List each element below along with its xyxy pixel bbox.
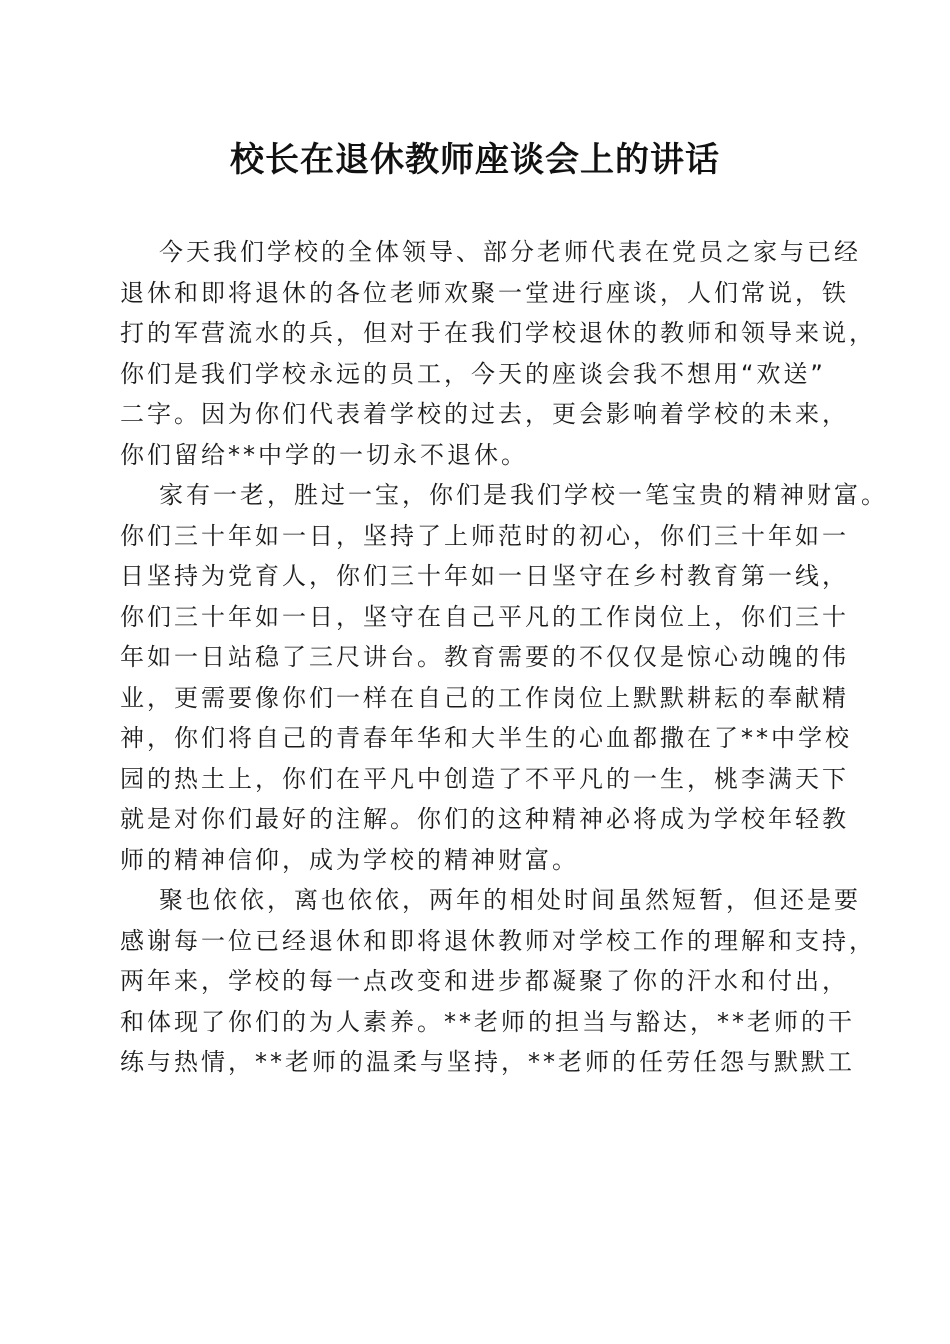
text-line: 你们是我们学校永远的员工，今天的座谈会我不想用“欢送”: [120, 359, 826, 388]
text-line: 聚也依依，离也依依，两年的相处时间虽然短暂，但还是要: [159, 886, 861, 914]
text-line: 你们留给**中学的一切永不退休。: [120, 440, 528, 469]
text-line: 两年来，学校的每一点改变和进步都凝聚了你的汗水和付出，: [120, 967, 849, 995]
text-line: 神，你们将自己的青春年华和大半生的心血都撒在了**中学校: [120, 724, 852, 752]
text-line: 就是对你们最好的注解。你们的这种精神必将成为学校年轻教: [120, 805, 849, 833]
text-line: 打的军营流水的兵，但对于在我们学校退休的教师和领导来说，: [120, 319, 876, 347]
text-line: 二字。因为你们代表着学校的过去，更会影响着学校的未来，: [120, 400, 849, 428]
text-line: 感谢每一位已经退休和即将退休教师对学校工作的理解和支持，: [120, 926, 876, 955]
text-line: 家有一老，胜过一宝，你们是我们学校一笔宝贵的精神财富。: [159, 481, 888, 509]
text-line: 退休和即将退休的各位老师欢聚一堂进行座谈，人们常说，铁: [120, 278, 849, 307]
document-title: 校长在退休教师座谈会上的讲话: [230, 140, 720, 180]
text-line: 你们三十年如一日，坚持了上师范时的初心，你们三十年如一: [120, 521, 849, 550]
text-line: 年如一日站稳了三尺讲台。教育需要的不仅仅是惊心动魄的伟: [120, 643, 849, 671]
text-line: 和体现了你们的为人素养。**老师的担当与豁达，**老师的干: [120, 1007, 855, 1036]
text-line: 师的精神信仰，成为学校的精神财富。: [120, 845, 579, 874]
document-body: [120, 232, 888, 1083]
text-line: 练与热情，**老师的温柔与坚持，**老师的任劳任怨与默默工: [120, 1048, 855, 1076]
text-line: 业，更需要像你们一样在自己的工作岗位上默默耕耘的奉献精: [120, 683, 849, 712]
text-line: 园的热土上，你们在平凡中创造了不平凡的一生，桃李满天下: [120, 764, 849, 793]
text-line: 今天我们学校的全体领导、部分老师代表在党员之家与已经: [159, 238, 861, 266]
text-line: 你们三十年如一日，坚守在自己平凡的工作岗位上，你们三十: [120, 602, 849, 631]
text-line: 日坚持为党育人，你们三十年如一日坚守在乡村教育第一线，: [120, 562, 849, 590]
